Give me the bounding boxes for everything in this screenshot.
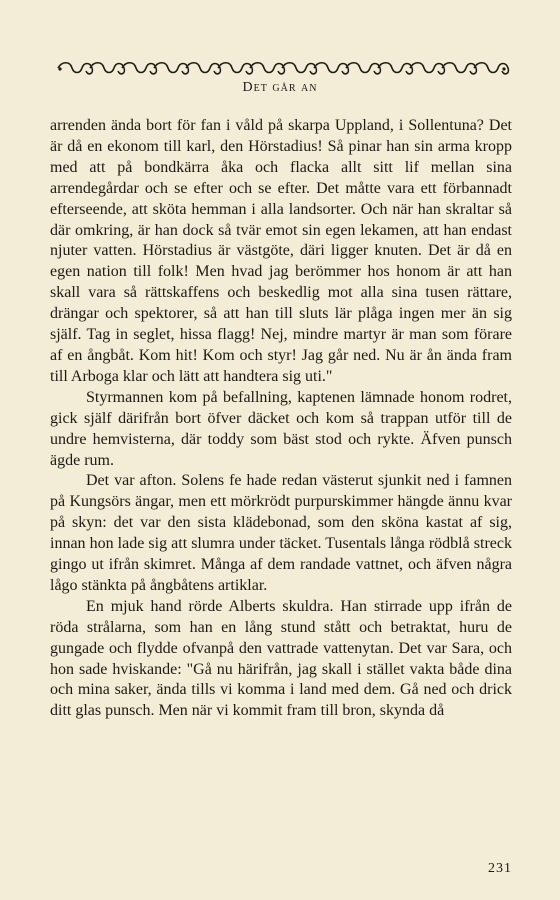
paragraph: arrenden ända bort för fan i våld på skarpa Uppland, i Sollentuna? Det är då en ekonom till karl, den Hörstadius! Så pinar han sin arma kropp med att på bondkärra åka och flacka allt sitt lif mellan sina arrendegårdar och se efter och se efter. Det måtte vara ett förbannadt efterseende, att sköta hemman i alla landsorter. Och när han skraltar så där omkring, är han dock så tvär emot sin egen lekamen, att han endast njuter vatten. Hörstadius är västgöte, däri ligger knuten. Det är då en egen nation till folk! Men hvad jag berömmer hos honom är att han skall vara så rättskaffens och beskedlig mot alla sina tusen rättare, drängar och spektorer, så att han till sluts lär plåga ingen mer än sig själf. Tag in seglet, hissa flagg! Nej, mindre martyr är man som förare af en ångbåt. Kom hit! Kom och styr! Jag går ned. Nu är ån ända fram till Arboga klar och lätt att handtera sig uti." — [50, 117, 512, 385]
page-number: 231 — [488, 861, 512, 876]
paragraph: Det var afton. Solens fe hade redan västerut sjunkit ned i famnen på Kungsörs ängar, men ett mörkrödt purpurskimmer hängde ännu kvar på skyn: det var den sista klädebonad, som den sköna kastat af sig, innan hon lade sig att slumra under täcket. Tusentals långa rödblå streck gingo ut ifrån skimret. Många af dem randade vattnet, och äfven några lågo stänkta på ångbåtens artiklar. — [50, 472, 512, 594]
paragraph: En mjuk hand rörde Alberts skuldra. Han stirrade upp ifrån de röda strålarna, som han en lång stund stått och betraktat, huru de gungade och flydde ofvanpå den vattrade vattenytan. Det var Sara, och hon sade hviskande: "Gå nu härifrån, jag skall i stället vakta både dina och mina saker, ända tills vi komma i land med dem. Gå ned och drick ditt glas punsch. Men när vi kommit fram till bron, skynda då — [50, 597, 512, 720]
body-text — [50, 116, 512, 722]
running-head: Det går an — [242, 80, 318, 95]
decorative-ornament-band — [54, 60, 510, 76]
paragraph: Styrmannen kom på befallning, kaptenen lämnade honom rodret, gick själf därifrån bort öfver däcket och kom så trappan utför till de undre hemvisterna, där toddy som bäst stod och rykte. Äfven punsch ägde rum. — [50, 388, 512, 469]
